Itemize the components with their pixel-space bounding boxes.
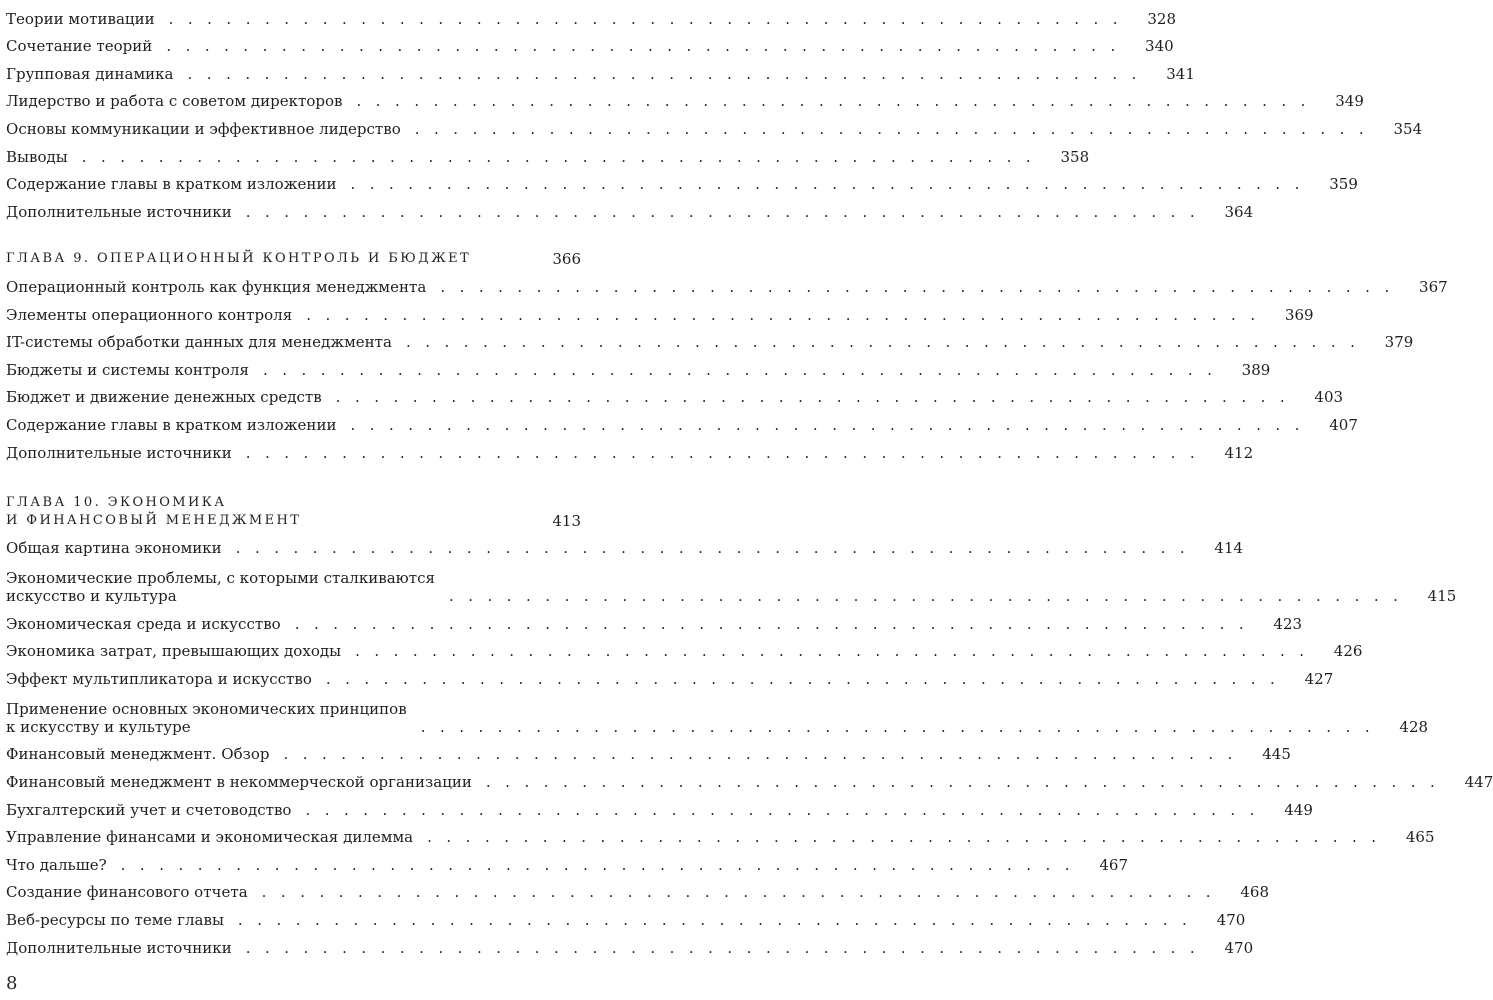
toc-entry[interactable] xyxy=(6,874,1270,902)
toc-entry-title-line1: Применение основных экономических принципов xyxy=(6,699,407,718)
chapter-heading[interactable] xyxy=(6,241,581,269)
toc-entry-title: Выводы xyxy=(6,147,68,166)
dot-leader: .................................................. xyxy=(355,642,1319,661)
dot-leader: .................................................. xyxy=(81,147,1046,166)
toc-entry[interactable] xyxy=(6,929,1254,957)
toc-entry-title: Экономическая среда и искусство xyxy=(6,614,281,633)
toc-entry-title: Эффект мультипликатора и искусство xyxy=(6,669,312,688)
dot-leader: .................................................. xyxy=(335,388,1300,407)
toc-entry-page: 354 xyxy=(1393,119,1423,138)
toc-entry-title: Создание финансового отчета xyxy=(6,883,248,902)
toc-entry-page: 415 xyxy=(1427,587,1457,606)
toc-entry[interactable] xyxy=(6,0,1177,28)
toc-entry-page: 389 xyxy=(1241,360,1271,379)
toc-entry-page: 364 xyxy=(1224,202,1254,221)
toc-entry-title: Содержание главы в кратком изложении xyxy=(6,175,337,194)
toc-entry-title: Содержание главы в кратком изложении xyxy=(6,415,337,434)
toc-entry-title: Финансовый менеджмент. Обзор xyxy=(6,745,270,764)
dot-leader: .................................................. xyxy=(405,333,1370,352)
toc-entry-title-line1: Экономические проблемы, с которыми сталкиваются xyxy=(6,569,435,588)
toc-entry[interactable] xyxy=(6,660,1334,688)
toc-entry-title: Бюджет и движение денежных средств xyxy=(6,388,322,407)
toc-entry-title: Теории мотивации xyxy=(6,9,155,28)
toc-entry[interactable] xyxy=(6,763,1493,792)
dot-leader: .................................................. xyxy=(237,911,1202,930)
toc-entry[interactable] xyxy=(6,83,1364,111)
toc-entry-title: IT-системы обработки данных для менеджмента xyxy=(6,333,392,352)
toc-entry-page: 468 xyxy=(1240,883,1270,902)
toc-entry[interactable] xyxy=(6,110,1423,138)
dot-leader: .................................................. xyxy=(168,9,1133,28)
dot-leader: .................................................. xyxy=(350,415,1314,434)
dot-leader: .................................................. xyxy=(305,800,1269,819)
chapter-page: 366 xyxy=(552,250,581,269)
chapter-title xyxy=(6,494,301,530)
toc-entry[interactable] xyxy=(6,296,1314,324)
toc-entry[interactable] xyxy=(6,557,1457,606)
toc-section-continuation xyxy=(6,0,1423,221)
chapter-heading[interactable] xyxy=(6,482,581,530)
toc-entry-title: Экономика затрат, превышающих доходы xyxy=(6,642,342,661)
toc-entry-title xyxy=(6,569,435,605)
toc-entry-title: Операционный контроль как функция менеджмента xyxy=(6,277,427,296)
toc-entry[interactable] xyxy=(6,605,1303,633)
dot-leader: .................................................. xyxy=(245,938,1210,957)
dot-leader: .................................................. xyxy=(294,614,1259,633)
toc-entry-page: 445 xyxy=(1262,745,1291,764)
toc-entry-page: 340 xyxy=(1145,37,1174,56)
chapter-page: 413 xyxy=(552,511,581,530)
dot-leader: .................................................. xyxy=(485,773,1450,792)
toc-entry-title: Управление финансами и экономическая дилемма xyxy=(6,828,414,847)
dot-leader: .................................................. xyxy=(356,92,1320,111)
toc-entry[interactable] xyxy=(6,324,1414,352)
toc-entry[interactable] xyxy=(6,166,1358,194)
chapter-title: ГЛАВА 9. ОПЕРАЦИОННЫЙ КОНТРОЛЬ И БЮДЖЕТ xyxy=(6,251,472,267)
toc-entry-page: 449 xyxy=(1284,800,1313,819)
dot-leader: .................................................. xyxy=(414,119,1379,138)
toc-entry-title: Лидерство и работа с советом директоров xyxy=(6,92,343,111)
toc-entry[interactable] xyxy=(6,901,1246,930)
section-gap xyxy=(6,221,581,241)
toc-entry-title-line2: искусство и культура xyxy=(6,587,177,606)
toc-entry-title: Бухгалтерский учет и счетоводство xyxy=(6,800,292,819)
toc-entry[interactable] xyxy=(6,351,1271,379)
dot-leader: .................................................. xyxy=(440,277,1404,296)
toc-entry-page: 328 xyxy=(1147,9,1177,28)
toc-entry-title: Финансовый менеджмент в некоммерческой организации xyxy=(6,773,472,792)
toc-entry-page: 341 xyxy=(1166,64,1195,83)
toc-entry[interactable] xyxy=(6,530,1244,558)
toc-entry[interactable] xyxy=(6,28,1174,56)
dot-leader: .................................................. xyxy=(420,717,1385,736)
toc-entry[interactable] xyxy=(6,688,1429,736)
toc-entry-title: Дополнительные источники xyxy=(6,202,232,221)
toc-entry-page: 379 xyxy=(1384,333,1414,352)
toc-entry-page: 358 xyxy=(1060,147,1090,166)
toc-entry-page: 407 xyxy=(1329,415,1358,434)
toc-entry-title: Дополнительные источники xyxy=(6,938,232,957)
dot-leader: .................................................. xyxy=(187,64,1151,83)
dot-leader: .................................................. xyxy=(325,669,1290,688)
table-of-contents xyxy=(6,0,1493,957)
toc-entry-title: Что дальше? xyxy=(6,855,107,874)
toc-entry[interactable] xyxy=(6,193,1254,221)
toc-entry-title: Групповая динамика xyxy=(6,64,174,83)
dot-leader: .................................................. xyxy=(245,443,1210,462)
toc-entry-title xyxy=(6,700,407,736)
dot-leader: .................................................. xyxy=(283,745,1247,764)
section-gap xyxy=(6,462,581,482)
toc-entry-title-line2: к искусству и культуре xyxy=(6,717,191,736)
dot-leader: .................................................. xyxy=(448,587,1413,606)
toc-entry-title: Сочетание теорий xyxy=(6,37,153,56)
toc-entry-page: 426 xyxy=(1333,642,1363,661)
toc-section-chapter-10 xyxy=(6,482,1493,957)
dot-leader: .................................................. xyxy=(120,855,1085,874)
toc-entry-page: 423 xyxy=(1273,614,1303,633)
toc-entry[interactable] xyxy=(6,819,1435,847)
page-number: 8 xyxy=(6,973,18,994)
toc-entry-title: Дополнительные источники xyxy=(6,443,232,462)
toc-entry-page: 367 xyxy=(1419,277,1448,296)
toc-entry-page: 470 xyxy=(1216,911,1246,930)
dot-leader: .................................................. xyxy=(350,175,1314,194)
toc-entry-title: Элементы операционного контроля xyxy=(6,305,293,324)
toc-entry-title: Общая картина экономики xyxy=(6,539,222,558)
toc-entry[interactable] xyxy=(6,736,1291,764)
toc-entry-page: 447 xyxy=(1464,773,1493,792)
dot-leader: .................................................. xyxy=(262,360,1227,379)
dot-leader: .................................................. xyxy=(166,37,1130,56)
toc-entry-page: 349 xyxy=(1335,92,1364,111)
dot-leader: .................................................. xyxy=(245,202,1210,221)
dot-leader: .................................................. xyxy=(306,305,1270,324)
toc-entry-page: 403 xyxy=(1314,388,1344,407)
toc-entry[interactable] xyxy=(6,791,1313,819)
toc-section-chapter-9 xyxy=(6,241,1448,462)
toc-entry-title: Веб-ресурсы по теме главы xyxy=(6,911,224,930)
dot-leader: .................................................. xyxy=(427,828,1391,847)
toc-entry[interactable] xyxy=(6,138,1090,166)
chapter-title-line1: ГЛАВА 10. ЭКОНОМИКА xyxy=(6,494,227,510)
toc-entry-title: Основы коммуникации и эффективное лидерство xyxy=(6,119,401,138)
toc-entry[interactable] xyxy=(6,406,1358,434)
toc-entry[interactable] xyxy=(6,846,1129,874)
toc-entry-page: 359 xyxy=(1329,175,1358,194)
toc-entry[interactable] xyxy=(6,55,1195,83)
toc-entry[interactable] xyxy=(6,268,1448,296)
toc-entry-page: 412 xyxy=(1224,443,1254,462)
toc-entry[interactable] xyxy=(6,379,1344,407)
toc-entry-page: 428 xyxy=(1399,717,1429,736)
toc-entry-page: 369 xyxy=(1284,305,1314,324)
toc-entry[interactable] xyxy=(6,434,1254,462)
toc-entry-page: 427 xyxy=(1304,669,1334,688)
chapter-title-line2: И ФИНАНСОВЫЙ МЕНЕДЖМЕНТ xyxy=(6,512,302,528)
toc-entry-page: 465 xyxy=(1405,828,1435,847)
toc-entry-page: 414 xyxy=(1214,539,1244,558)
dot-leader: .................................................. xyxy=(235,539,1200,558)
toc-entry-title: Бюджеты и системы контроля xyxy=(6,360,249,379)
toc-entry-page: 467 xyxy=(1099,855,1129,874)
toc-entry-page: 470 xyxy=(1224,938,1254,957)
dot-leader: .................................................. xyxy=(261,883,1226,902)
toc-entry[interactable] xyxy=(6,633,1363,661)
